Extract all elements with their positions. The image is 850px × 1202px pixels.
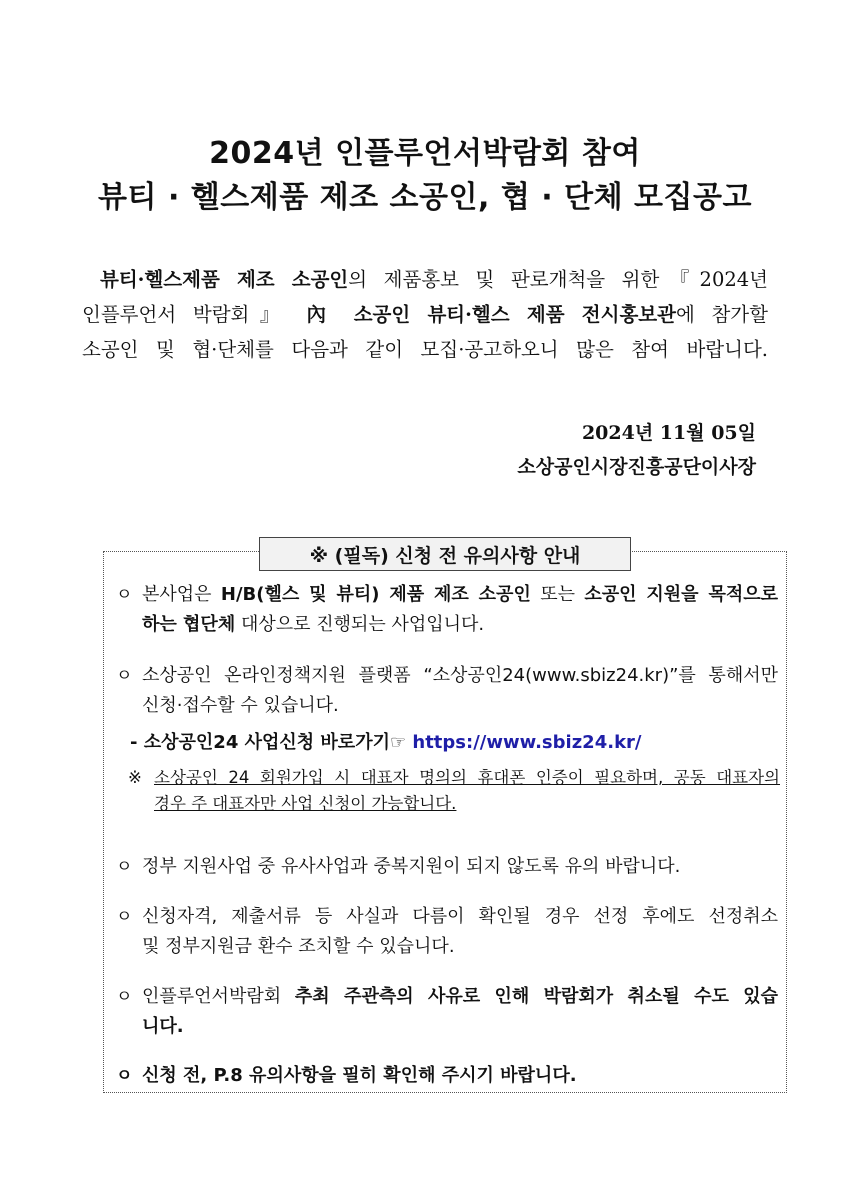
item2-line-1: 소상공인 온라인정책지원 플랫폼 “소상공인24(www.sbiz24.kr)”를 통해서만 (142, 665, 778, 686)
bullet-icon: ㅇ (116, 987, 133, 1007)
item3-text: 정부 지원사업 중 유사사업과 중복지원이 되지 않도록 유의 바랍니다. (142, 856, 681, 877)
intro-bold-hall: 內 소공인 뷰티·헬스 제품 전시홍보관 (306, 303, 676, 326)
notice-title: ※ (필독) 신청 전 유의사항 안내 (259, 537, 631, 571)
title-line-1: 2024년 인플루언서박람회 참여 (209, 136, 641, 171)
item1-text-c: 또는 (530, 584, 585, 605)
notice-item-3 (116, 852, 778, 882)
sbiz24-link-row (130, 728, 642, 754)
item1-bold-d: 소공인 지원을 목적으로 (584, 584, 778, 605)
intro-bold-target: 뷰티·헬스제품 제조 소공인 (100, 268, 349, 291)
intro-paragraph (82, 262, 768, 367)
item1-text-f: 대상으로 진행되는 사업입니다. (235, 614, 485, 635)
item1-bold-e: 하는 협단체 (142, 614, 236, 635)
intro-line-1 (82, 262, 768, 297)
link-label: - 소상공인24 사업신청 바로가기☞ (130, 732, 413, 753)
item5-text-a: 인플루언서박람회 (142, 986, 295, 1007)
notice-item-2 (116, 661, 778, 721)
intro-line-3: 소공인 및 협·단체를 다음과 같이 모집·공고하오니 많은 참여 바랍니다. (82, 338, 768, 361)
remark-note (128, 765, 780, 817)
issuer-name: 소상공인시장진흥공단이사장 (517, 456, 756, 478)
intro-line-1-text: 의 제품홍보 및 판로개척을 위한『2024년 (348, 268, 769, 291)
bullet-icon: ㅇ (116, 585, 133, 605)
intro-expo-name: 인플루언서 박람회』 (82, 303, 290, 326)
bullet-icon: ㅇ (116, 907, 133, 927)
item1-text-a: 본사업은 (142, 584, 221, 605)
item6-text: 신청 전, P.8 유의사항을 필히 확인해 주시기 바랍니다. (142, 1065, 577, 1086)
title-line-2: 뷰티 · 헬스제품 제조 소공인, 협 · 단체 모집공고 (98, 180, 752, 215)
item4-line-1: 신청자격, 제출서류 등 사실과 다름이 확인될 경우 선정 후에도 선정취소 (142, 906, 778, 927)
item1-bold-b: H/B(헬스 및 뷰티) 제품 제조 소공인 (220, 584, 531, 605)
item5-bold-c: 니다. (142, 1016, 184, 1037)
item5-bold-b: 추최 주관측의 사유로 인해 박람회가 취소될 수도 있습 (294, 986, 778, 1007)
bullet-icon: ㅇ (116, 1066, 133, 1086)
item2-line-2: 신청·접수할 수 있습니다. (142, 695, 339, 716)
intro-line-2-text: 에 참가할 (675, 303, 768, 326)
notice-date: 2024년 11월 05일 (581, 422, 756, 444)
reference-mark-icon: ※ (128, 768, 142, 787)
bullet-icon: ㅇ (116, 666, 133, 686)
remark-line-1: 소상공인 24 회원가입 시 대표자 명의의 휴대폰 인증이 필요하며, 공동 대표자의 (154, 768, 780, 787)
bullet-icon: ㅇ (116, 857, 133, 877)
remark-line-2: 경우 주 대표자만 사업 신청이 가능합니다. (154, 794, 457, 813)
notice-item-5 (116, 982, 778, 1042)
notice-item-4 (116, 902, 778, 962)
notice-item-1 (116, 580, 778, 640)
intro-line-2 (82, 297, 768, 332)
notice-item-6 (116, 1061, 778, 1091)
item4-line-2: 및 정부지원금 환수 조치할 수 있습니다. (142, 936, 455, 957)
sbiz24-link[interactable]: https://www.sbiz24.kr/ (412, 732, 642, 753)
